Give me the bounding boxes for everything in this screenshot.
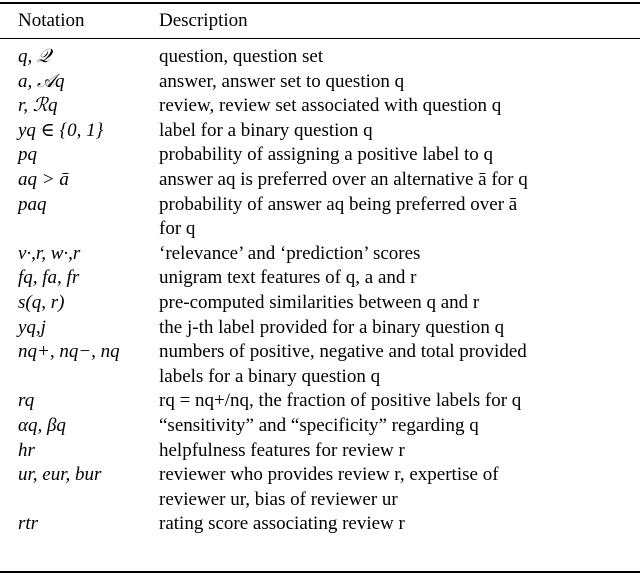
table-row [0,266,640,291]
table-row [0,94,640,119]
description-cell [159,463,622,512]
description-line: unigram text features of q, a and r [159,267,417,289]
description-line: “sensitivity” and “specificity” regarding q [159,414,479,436]
description-cell [159,94,622,119]
notation-cell: r, ℛq [18,95,58,117]
description-line: ‘relevance’ and ‘prediction’ scores [159,242,421,264]
description-cell [159,119,622,144]
description-cell [159,193,622,242]
table-row [0,340,640,389]
description-line: answer, answer set to question q [159,70,405,92]
table-row [0,70,640,95]
notation-cell: yq ∈ {0, 1} [18,119,104,141]
notation-cell: q, 𝒬 [18,46,51,67]
description-cell [159,242,622,267]
table-row [0,143,640,168]
notation-cell: ur, eur, bur [18,464,102,486]
description-line: for q [159,218,196,240]
description-line: pre-computed similarities between q and r [159,291,480,313]
table-row [0,242,640,267]
table-row [0,439,640,464]
description-line: review, review set associated with question q [159,95,502,117]
notation-cell: paq [18,193,47,215]
description-cell [159,340,622,389]
description-line: reviewer who provides review r, expertise of [159,464,499,486]
top-rule [0,2,640,4]
bottom-rule [0,571,640,573]
notation-cell: nq+, nq−, nq [18,341,120,363]
notation-cell: s(q, r) [18,291,65,313]
table-header [0,7,640,35]
description-line: rating score associating review r [159,513,405,535]
table-row [0,463,640,512]
description-line: numbers of positive, negative and total provided [159,341,527,363]
description-cell [159,168,622,193]
description-cell [159,70,622,95]
notation-cell: v·,r, w·,r [18,242,81,264]
description-line: rq = nq+/nq, the fraction of positive labels for q [159,390,522,412]
table-row [0,119,640,144]
notation-cell: αq, βq [18,414,66,436]
notation-cell: a, 𝒜q [18,70,65,92]
description-line: answer aq is preferred over an alternative ā for q [159,168,528,190]
description-cell [159,414,622,439]
description-cell [159,439,622,464]
description-cell [159,143,622,168]
description-cell [159,266,622,291]
table-row [0,414,640,439]
table-row [0,291,640,316]
notation-cell: pq [18,144,37,166]
table-row [0,512,640,537]
table-row [0,168,640,193]
table-body [0,45,640,537]
description-line: label for a binary question q [159,119,373,141]
description-cell [159,389,622,414]
header-notation: Notation [18,10,85,31]
description-line: the j-th label provided for a binary question q [159,316,505,338]
description-line: probability of answer aq being preferred over ā [159,193,518,215]
description-line: labels for a binary question q [159,365,381,387]
table-row [0,389,640,414]
header-rule [0,38,640,39]
notation-cell: rtr [18,513,39,535]
header-description: Description [159,10,248,31]
table-row [0,45,640,70]
notation-cell: yq,j [18,316,46,338]
notation-cell: aq > ā [18,168,69,190]
description-cell [159,512,622,537]
description-cell [159,316,622,341]
notation-cell: fq, fa, fr [18,267,80,289]
description-line: probability of assigning a positive label to q [159,144,494,166]
description-line: question, question set [159,46,324,67]
table-row [0,316,640,341]
description-cell [159,291,622,316]
description-line: reviewer ur, bias of reviewer ur [159,488,398,510]
description-cell [159,45,622,70]
notation-cell: rq [18,390,35,412]
notation-cell: hr [18,439,35,461]
description-line: helpfulness features for review r [159,439,405,461]
table-row [0,193,640,242]
